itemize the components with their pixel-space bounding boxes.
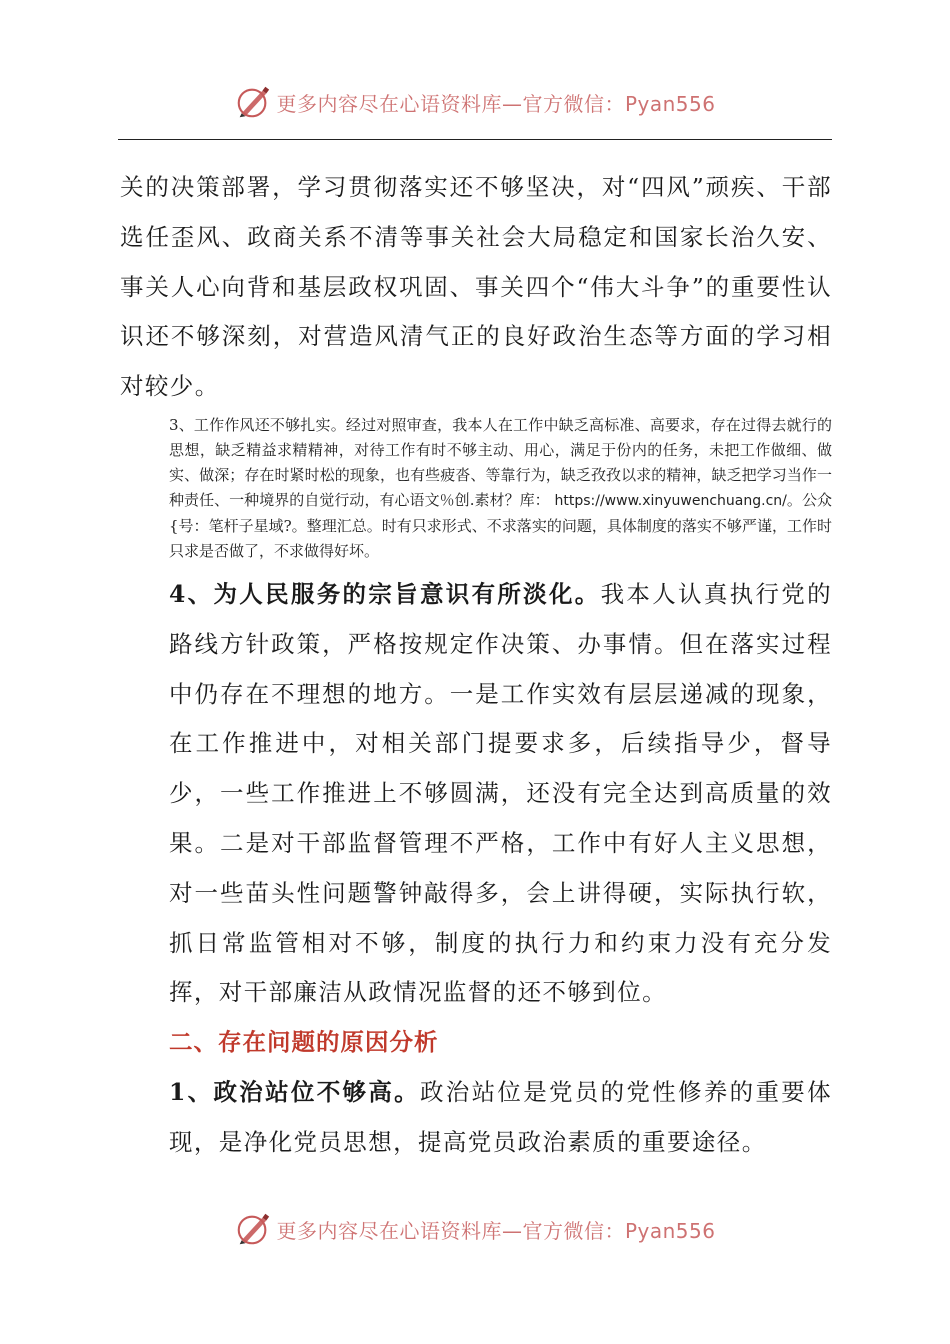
header-divider	[118, 139, 832, 140]
work-style-text: 3、工作作风还不够扎实。经过对照审查，我本人在工作中缺乏高标准、高要求，存在过得去就行的思想，缺乏精益求精精神，对待工作有时不够主动、用心，满足于份内的任务，未把工作做细、做实、做深；存在时紧时松的现象，也有些疲沓、等靠行为，缺乏孜孜以求的精神，缺乏把学习当作一种责任、一种境界的自觉行动，有心语文％创.素材？库：	[169, 415, 832, 509]
service-heading: 4、为人民服务的宗旨意识有所淡化。	[169, 579, 601, 608]
pen-logo-icon	[234, 1210, 272, 1248]
section-title: 二、存在问题的原因分析	[169, 1028, 439, 1057]
pen-logo-icon	[234, 83, 272, 121]
service-text: 我本人认真执行党的路线方针政策，严格按规定作决策、办事情。但在落实过程中仍存在不理想的地方。一是工作实效有层层递减的现象，在工作推进中，对相关部门提要求多，后续指导少，督导少，一些工作推进上不够圆满，还没有完全达到高质量的效果。二是对干部监督管理不严格，工作中有好人主义思想，对一些苗头性问题警钟敲得多，会上讲得硬，实际执行软，抓日常监管相对不够，制度的执行力和约束力没有充分发挥，对干部廉洁从政情况监督的还不够到位。	[169, 579, 832, 1007]
political-heading: 1、政治站位不够高。	[169, 1077, 420, 1106]
political-text: 政治站位是党员的党性修养的重要体现，是净化党员思想，提高党员政治素质的重要途径。	[169, 1077, 832, 1156]
document-body	[120, 163, 832, 1168]
footer-banner	[0, 1209, 950, 1249]
paragraph-work-style	[120, 413, 832, 564]
paragraph-service	[120, 570, 832, 1018]
header-banner	[0, 82, 950, 122]
paragraph-continued: 关的决策部署，学习贯彻落实还不够坚决，对“四风”顽疾、干部选任歪风、政商关系不清等事关社会大局稳定和国家长治久安、事关人心向背和基层政权巩固、事关四个“伟大斗争”的重要性认识还不够深刻，对营造风清气正的良好政治生态等方面的学习相对较少。	[120, 173, 832, 401]
source-link[interactable]: https://www.xinyuwenchuang.cn/	[554, 492, 787, 509]
paragraph-political	[120, 1068, 832, 1168]
header-banner-text: 更多内容尽在心语资料库—官方微信：Pyan556	[276, 91, 716, 116]
footer-banner-text: 更多内容尽在心语资料库—官方微信：Pyan556	[276, 1218, 716, 1243]
work-style-text-end: 。公众{号：笔杆子星域?。整理汇总。时有只求形式、不求落实的问题，具体制度的落实不够严谨，工作时只求是否做了，不求做得好坏。	[169, 490, 832, 560]
